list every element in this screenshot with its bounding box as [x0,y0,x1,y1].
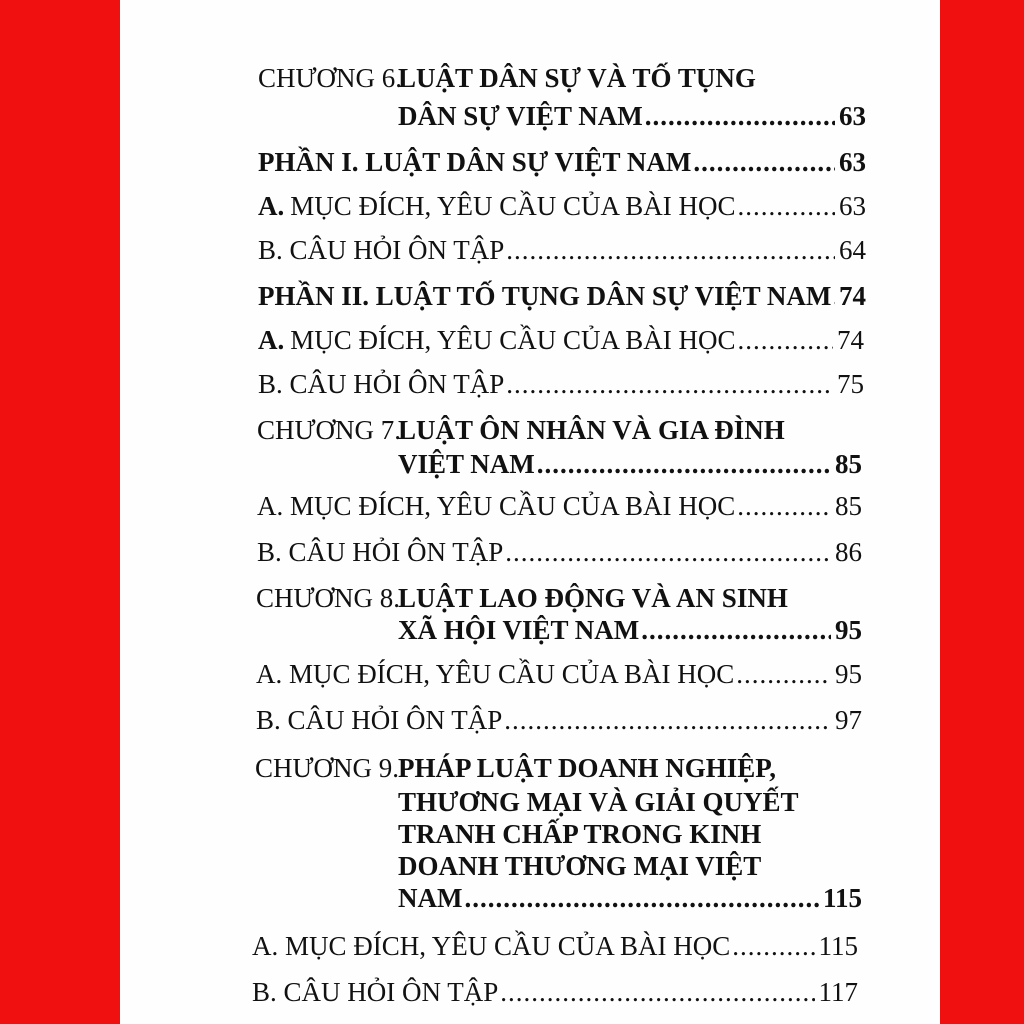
chapter-9-title-line4: DOANH THƯƠNG MẠI VIỆT [398,851,762,881]
table-of-contents [120,0,940,1024]
page-number: 64 [839,235,866,265]
chapter-7-title-line1: LUẬT ÔN NHÂN VÀ GIA ĐÌNH [398,415,785,445]
toc-entry-chapter-6 [398,100,866,132]
page-number: 86 [835,537,862,567]
dot-leader [732,930,814,962]
entry-title: A. MỤC ĐÍCH, YÊU CẦU CỦA BÀI HỌC [252,931,731,961]
entry-prefix: A. [258,191,285,221]
entry-title: B. CÂU HỎI ÔN TẬP [258,369,505,399]
toc-entry-part-2-a [258,324,864,356]
chapter-8-title-line2: XÃ HỘI VIỆT NAM [398,615,640,645]
entry-title: B. CÂU HỎI ÔN TẬP [252,977,499,1007]
dot-leader [506,234,835,266]
chapter-9-title-line3: TRANH CHẤP TRONG KINH [398,819,762,849]
chapter-9-title-line5: NAM [398,883,463,913]
toc-entry-chapter-8-b [256,704,862,736]
dot-leader [737,490,831,522]
dot-leader [504,704,831,736]
chapter-7-title-line2: VIỆT NAM [398,449,535,479]
page-number: 63 [839,191,866,221]
entry-title: PHẦN I. LUẬT DÂN SỰ VIỆT NAM [258,147,692,177]
page-number: 85 [835,449,862,479]
entry-title: MỤC ĐÍCH, YÊU CẦU CỦA BÀI HỌC [290,191,736,221]
entry-title: MỤC ĐÍCH, YÊU CẦU CỦA BÀI HỌC [290,325,736,355]
toc-entry-chapter-9 [398,882,862,914]
dot-leader [738,190,835,222]
page-number: 74 [837,325,864,355]
page-number: 95 [835,615,862,645]
chapter-7-label: CHƯƠNG 7. [257,415,401,445]
toc-entry-chapter-7 [398,448,862,480]
entry-title: B. CÂU HỎI ÔN TẬP [258,235,505,265]
page-number: 115 [822,883,862,913]
dot-leader [506,368,833,400]
chapter-6-title-line1: LUẬT DÂN SỰ VÀ TỐ TỤNG [398,63,756,93]
dot-leader [736,658,831,690]
page-number: 85 [835,491,862,521]
page-number: 63 [839,101,866,131]
chapter-8-label: CHƯƠNG 8. [256,583,400,613]
dot-leader [505,536,831,568]
dot-leader [738,324,833,356]
toc-entry-part-2 [258,280,866,312]
dot-leader [500,976,814,1008]
dot-leader [693,146,835,178]
chapter-9-title-line2: THƯƠNG MẠI VÀ GIẢI QUYẾT [398,787,799,817]
chapter-9-title-line1: PHÁP LUẬT DOANH NGHIỆP, [398,753,777,783]
entry-prefix: A. [258,325,285,355]
entry-title: A. MỤC ĐÍCH, YÊU CẦU CỦA BÀI HỌC [257,491,736,521]
chapter-8-title-line1: LUẬT LAO ĐỘNG VÀ AN SINH [398,583,788,613]
toc-entry-part-1-a [258,190,866,222]
chapter-6-title-line2: DÂN SỰ VIỆT NAM [398,101,643,131]
toc-entry-chapter-8-a [256,658,862,690]
book-page [120,0,940,1024]
toc-entry-part-1 [258,146,866,178]
toc-entry-part-2-b [258,368,864,400]
toc-entry-chapter-9-a [252,930,858,962]
toc-entry-chapter-7-a [257,490,862,522]
dot-leader [641,614,831,646]
toc-entry-part-1-b [258,234,866,266]
entry-title: B. CÂU HỎI ÔN TẬP [257,537,504,567]
page-number: 74 [839,281,866,311]
entry-title: B. CÂU HỎI ÔN TẬP [256,705,503,735]
page-number: 95 [835,659,862,689]
entry-title: PHẦN II. LUẬT TỐ TỤNG DÂN SỰ VIỆT NAM [258,281,832,311]
entry-title: A. MỤC ĐÍCH, YÊU CẦU CỦA BÀI HỌC [256,659,735,689]
page-number: 97 [835,705,862,735]
dot-leader [537,448,831,480]
chapter-9-label: CHƯƠNG 9. [255,753,399,783]
page-number: 117 [818,977,858,1007]
page-number: 75 [837,369,864,399]
toc-entry-chapter-7-b [257,536,862,568]
page-number: 115 [818,931,858,961]
dot-leader [464,882,819,914]
dot-leader [833,280,835,312]
toc-entry-chapter-8 [398,614,862,646]
dot-leader [645,100,835,132]
page-number: 63 [839,147,866,177]
toc-entry-chapter-9-b [252,976,858,1008]
chapter-6-label: CHƯƠNG 6. [258,63,402,93]
